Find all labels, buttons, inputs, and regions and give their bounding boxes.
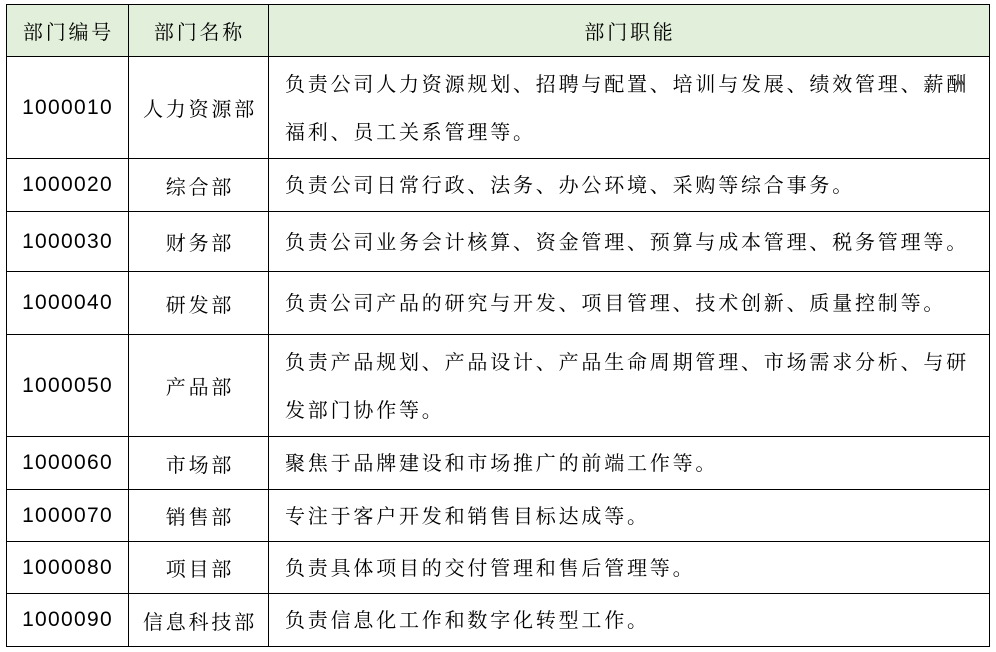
dept-duty-cell: 负责公司人力资源规划、招聘与配置、培训与发展、绩效管理、薪酬福利、员工关系管理等。 [269, 57, 990, 159]
dept-duty-cell: 负责产品规划、产品设计、产品生命周期管理、市场需求分析、与研发部门协作等。 [269, 335, 990, 437]
dept-duty-cell: 专注于客户开发和销售目标达成等。 [269, 490, 990, 542]
dept-duty-cell: 负责公司产品的研究与开发、项目管理、技术创新、质量控制等。 [269, 272, 990, 335]
table-row [7, 57, 990, 159]
dept-name-cell: 财务部 [129, 212, 269, 272]
dept-code-cell: 1000010 [7, 57, 129, 159]
dept-code-cell: 1000090 [7, 594, 129, 647]
header-dept-code: 部门编号 [7, 5, 129, 57]
dept-duty-cell: 负责信息化工作和数字化转型工作。 [269, 594, 990, 647]
header-row [7, 5, 990, 57]
dept-code-cell: 1000060 [7, 437, 129, 490]
table-row [7, 594, 990, 647]
dept-code-cell: 1000020 [7, 159, 129, 212]
table-row [7, 437, 990, 490]
table-row [7, 212, 990, 272]
table-row [7, 272, 990, 335]
dept-code-cell: 1000070 [7, 490, 129, 542]
dept-name-cell: 产品部 [129, 335, 269, 437]
dept-name-cell: 市场部 [129, 437, 269, 490]
table-row [7, 542, 990, 594]
table-row [7, 159, 990, 212]
table-row [7, 335, 990, 437]
dept-name-cell: 人力资源部 [129, 57, 269, 159]
dept-name-cell: 综合部 [129, 159, 269, 212]
dept-duty-cell: 负责具体项目的交付管理和售后管理等。 [269, 542, 990, 594]
dept-code-cell: 1000030 [7, 212, 129, 272]
dept-duty-cell: 聚焦于品牌建设和市场推广的前端工作等。 [269, 437, 990, 490]
dept-name-cell: 项目部 [129, 542, 269, 594]
dept-code-cell: 1000040 [7, 272, 129, 335]
dept-name-cell: 研发部 [129, 272, 269, 335]
header-dept-name: 部门名称 [129, 5, 269, 57]
table-row [7, 490, 990, 542]
dept-duty-cell: 负责公司业务会计核算、资金管理、预算与成本管理、税务管理等。 [269, 212, 990, 272]
dept-name-cell: 销售部 [129, 490, 269, 542]
department-table [6, 4, 990, 647]
dept-code-cell: 1000050 [7, 335, 129, 437]
header-dept-duty: 部门职能 [269, 5, 990, 57]
dept-name-cell: 信息科技部 [129, 594, 269, 647]
dept-code-cell: 1000080 [7, 542, 129, 594]
dept-duty-cell: 负责公司日常行政、法务、办公环境、采购等综合事务。 [269, 159, 990, 212]
